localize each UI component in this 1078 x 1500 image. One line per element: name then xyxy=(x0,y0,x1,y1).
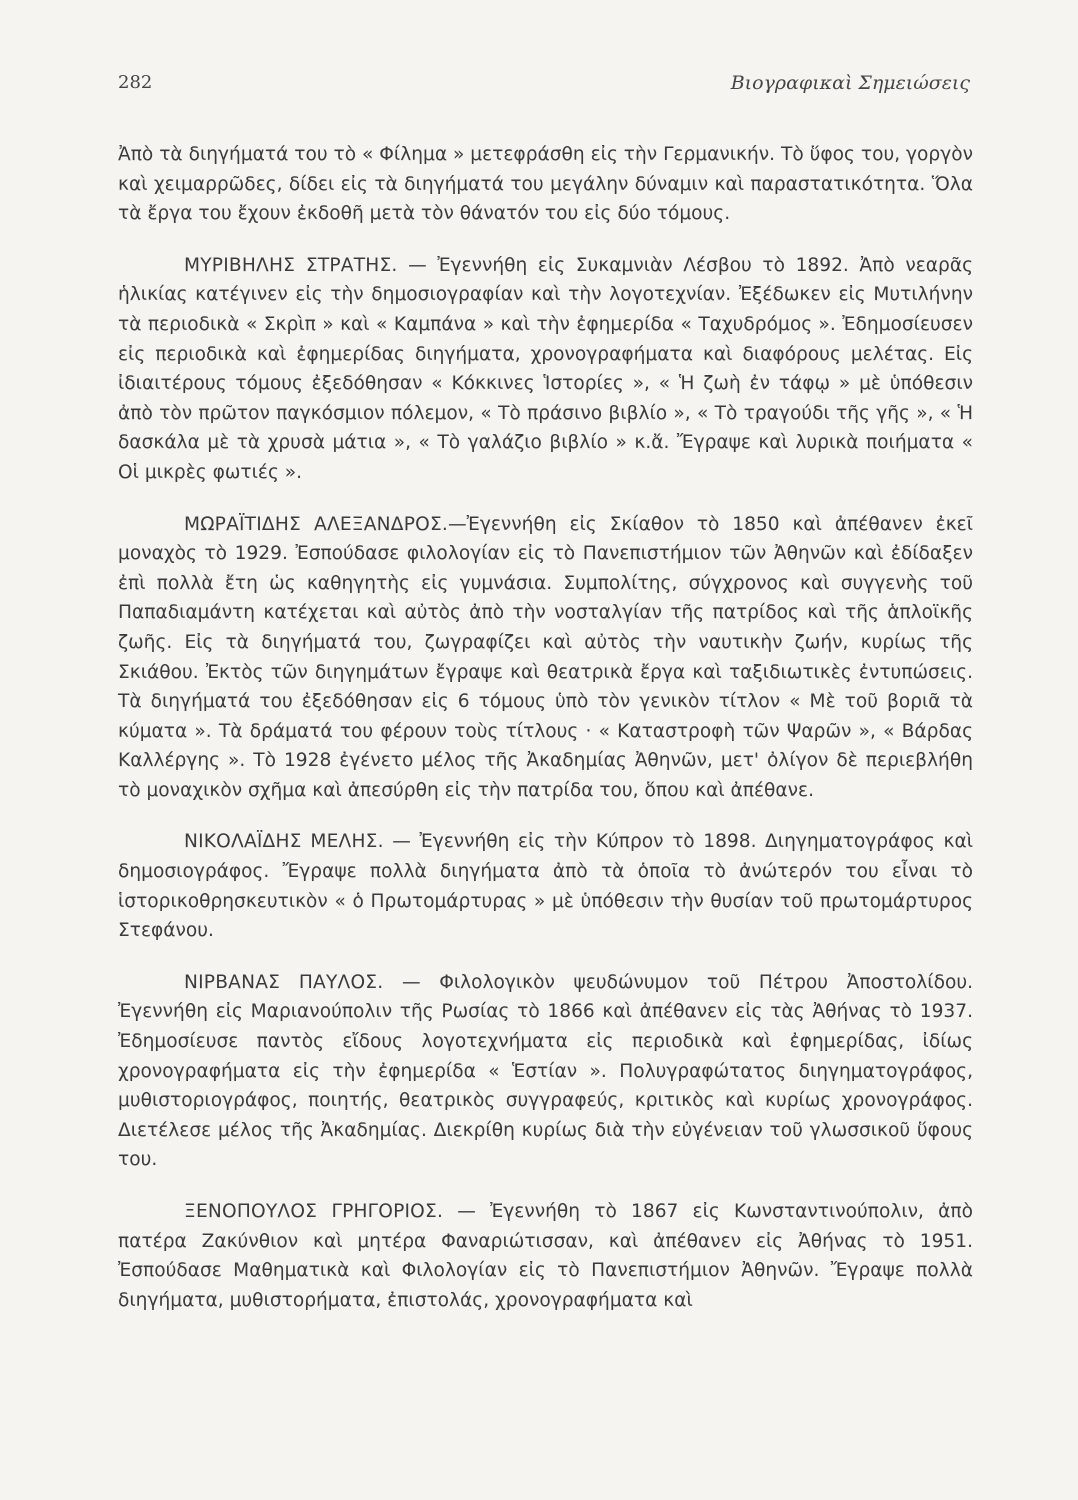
entry-text: —Ἐγεννήθη εἰς Σκίαθον τὸ 1850 καὶ ἀπέθανεν ἐκεῖ μοναχὸς τὸ 1929. Ἐσπούδασε φιλολογίαν εἰς τὸ Πανεπιστήμιον τῶν Ἀθηνῶν καὶ ἐδίδαξεν ἐπὶ πολλὰ ἔτη ὡς καθηγητὴς εἰς γυμνάσια. Συμπολίτης, σύγχρονος καὶ συγγενὴς τοῦ Παπαδιαμάντη κατέχεται καὶ αὐτὸς ἀπὸ τὴν νοσταλγίαν τῆς πατρίδος καὶ τῆς ἁπλοϊκῆς ζωῆς. Εἰς τὰ διηγήματά του, ζωγραφίζει καὶ αὐτὸς τὴν ναυτικὴν ζωήν, κυρίως τῆς Σκιάθου. Ἐκτὸς τῶν διηγημάτων ἔγραψε καὶ θεατρικὰ ἔργα καὶ ταξιδιωτικὲς ἐντυπώσεις. Τὰ διηγήματά του ἐξεδόθησαν εἰς 6 τόμους ὑπὸ τὸν γενικὸν τίτλον « Μὲ τοῦ βοριᾶ τὰ κύματα ». Τὰ δράματά του φέρουν τοὺς τίτλους · « Καταστροφὴ τῶν Ψαρῶν », « Βάρδας Καλλέργης ». Τὸ 1928 ἐγένετο μέλος τῆς Ἀκαδημίας Ἀθηνῶν, μετ' ὀλίγον δὲ περιεβλήθη τὸ μοναχικὸν σχῆμα καὶ ἀπεσύρθη εἰς τὴν πατρίδα του, ὅπου καὶ ἀπέθανε. xyxy=(118,513,973,801)
entry-text: — Φιλολογικὸν ψευδώνυμον τοῦ Πέτρου Ἀποστολίδου. Ἐγεννήθη εἰς Μαριανούπολιν τῆς Ρωσίας τὸ 1866 καὶ ἀπέθανεν εἰς τὰς Ἀθήνας τὸ 1937. Ἐδημοσίευσε παντὸς εἴδους λογοτεχνήματα εἰς περιοδικὰ καὶ ἐφημερίδας, ἰδίως χρονογραφήματα εἰς τὴν ἐφημερίδα « Ἑστίαν ». Πολυγραφώτατος διηγηματογράφος, μυθιστοριογράφος, ποιητής, θεατρικὸς συγγραφεύς, κριτικὸς καὶ κυρίως χρονογράφος. Διετέλεσε μέλος τῆς Ἀκαδημίας. Διεκρίθη κυρίως διὰ τὴν εὐγένειαν τοῦ γλωσσικοῦ ὕφους του. xyxy=(118,971,973,1171)
entry-name: ΝΙΡΒΑΝΑΣ ΠΑΥΛΟΣ. xyxy=(184,971,384,993)
entry-name: ΜΥΡΙΒΗΛΗΣ ΣΤΡΑΤΗΣ. xyxy=(184,254,398,276)
entry-text: — Ἐγεννήθη τὸ 1867 εἰς Κωνσταντινούπολιν, ἀπὸ πατέρα Ζακύνθιον καὶ μητέρα Φαναριώτισσαν, καὶ ἀπέθανεν εἰς Ἀθήνας τὸ 1951. Ἐσπούδασε Μαθηματικὰ καὶ Φιλολογίαν εἰς τὸ Πανεπιστήμιον Ἀθηνῶν. Ἔγραψε πολλὰ διηγήματα, μυθιστορήματα, ἐπιστολάς, χρονογραφήματα καὶ xyxy=(118,1201,973,1311)
entry-nirvanas xyxy=(118,968,973,1175)
paragraph-text: Ἀπὸ τὰ διηγήματά του τὸ « Φίλημα » μετεφράσθη εἰς τὴν Γερμανικήν. Τὸ ὕφος του, γοργὸν καὶ χειμαρρῶδες, δίδει εἰς τὰ διηγήματά του μεγάλην δύναμιν καὶ παραστατικότητα. Ὅλα τὰ ἔργα του ἔχουν ἐκδοθῆ μετὰ τὸν θάνατόν του εἰς δύο τόμους. xyxy=(118,144,973,225)
entry-text: — Ἐγεννήθη εἰς Συκαμνιὰν Λέσβου τὸ 1892. Ἀπὸ νεαρᾶς ἡλικίας κατέγινεν εἰς τὴν δημοσιογραφίαν καὶ τὴν λογοτεχνίαν. Ἐξέδωκεν εἰς Μυτιλήνην τὰ περιοδικὰ « Σκρὶπ » καὶ « Καμπάνα » καὶ τὴν ἐφημερίδα « Ταχυδρόμος ». Ἐδημοσίευσεν εἰς περιοδικὰ καὶ ἐφημερίδας διηγήματα, χρονογραφήματα καὶ διαφόρους μελέτας. Εἰς ἰδιαιτέρους τόμους ἐξεδόθησαν « Κόκκινες Ἱστορίες », « Ἡ ζωὴ ἐν τάφῳ » μὲ ὑπόθεσιν ἀπὸ τὸν πρῶτον παγκόσμιον πόλεμον, « Τὸ πράσινο βιβλίο », « Τὸ τραγούδι τῆς γῆς », « Ἡ δασκάλα μὲ τὰ χρυσὰ μάτια », « Τὸ γαλάζιο βιβλίο » κ.ἄ. Ἔγραψε καὶ λυρικὰ ποιήματα « Οἱ μικρὲς φωτιές ». xyxy=(118,254,973,483)
page-number: 282 xyxy=(118,72,153,93)
running-title: Βιογραφικαὶ Σημειώσεις xyxy=(730,72,970,94)
paragraph-continuation xyxy=(118,140,973,229)
entry-xenopoulos xyxy=(118,1197,973,1315)
entry-moraitidis xyxy=(118,510,973,806)
entry-nikolaidis xyxy=(118,827,973,945)
entry-name: ΞΕΝΟΠΟΥΛΟΣ ΓΡΗΓΟΡΙΟΣ. xyxy=(184,1201,444,1222)
page-body xyxy=(118,140,973,1315)
entry-name: ΜΩΡΑΪΤΙΔΗΣ ΑΛΕΞΑΝΔΡΟΣ. xyxy=(184,513,449,535)
entry-name: ΝΙΚΟΛΑΪΔΗΣ ΜΕΛΗΣ. xyxy=(184,831,384,853)
entry-myrivilis xyxy=(118,251,973,488)
page-header xyxy=(118,72,970,106)
entry-text: — Ἐγεννήθη εἰς τὴν Κύπρον τὸ 1898. Διηγηματογράφος καὶ δημοσιογράφος. Ἔγραψε πολλὰ διηγήματα ἀπὸ τὰ ὁποῖα τὸ ἀνώτερόν του εἶναι τὸ ἱστορικοθρησκευτικὸν « ὁ Πρωτομάρτυρας » μὲ ὑπόθεσιν τὴν θυσίαν τοῦ πρωτομάρτυρος Στεφάνου. xyxy=(118,831,974,942)
